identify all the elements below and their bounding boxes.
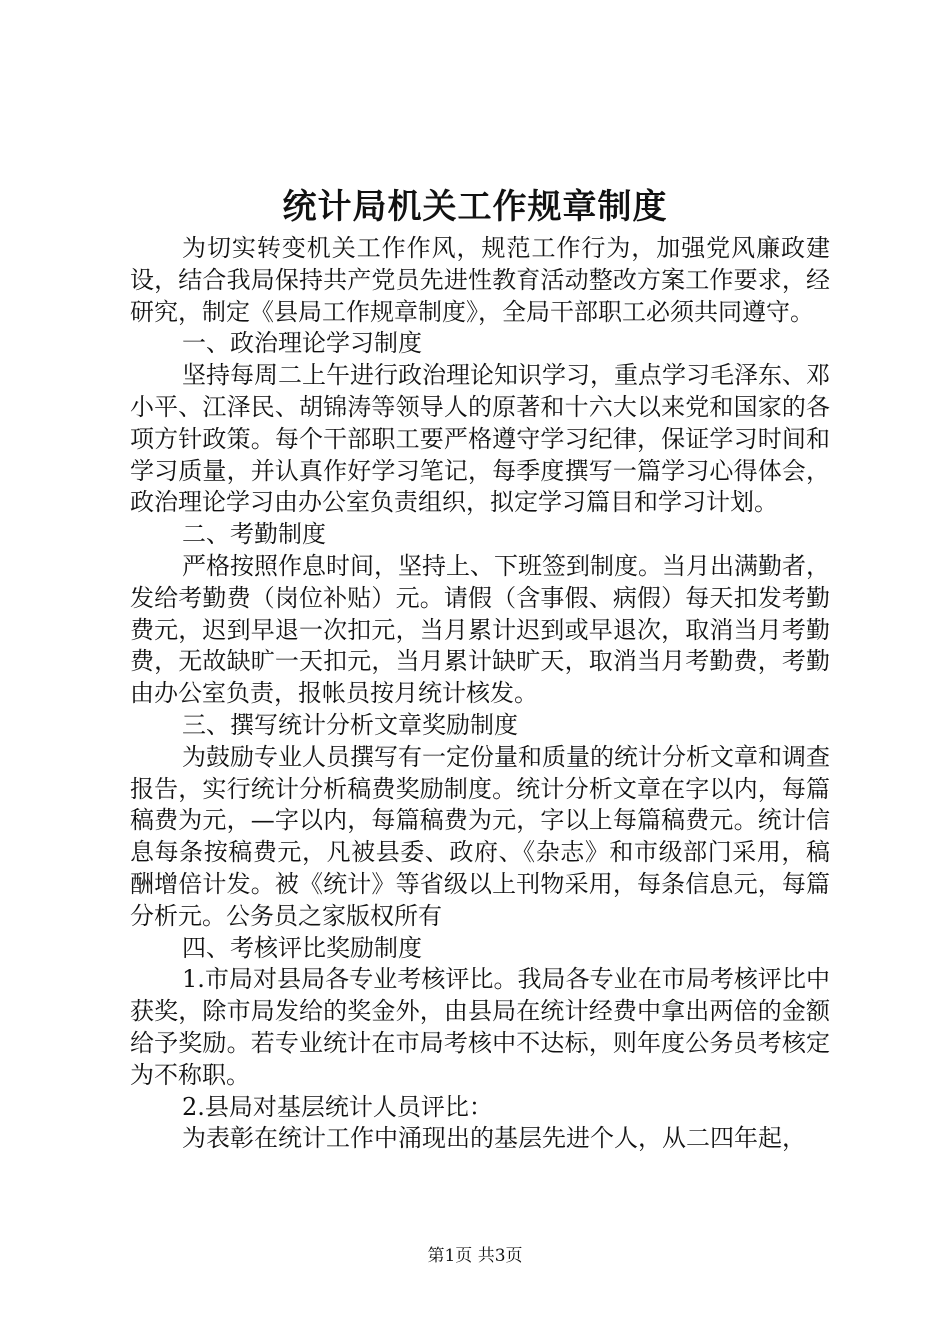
section-heading-2: 二、考勤制度: [182, 520, 326, 549]
page-number-footer: 第1页 共3页: [427, 1246, 523, 1266]
paragraph-intro: 为切实转变机关工作作风，规范工作行为，加强党风廉政建设，结合我局保持共产党员先进性教育活动整改方案工作要求，经研究，制定《县局工作规章制度》，全局干部职工必须共同遵守。: [130, 234, 830, 326]
paragraph-county-evaluation-title: 2.县局对基层统计人员评比：: [182, 1092, 493, 1121]
paragraph-attendance: 严格按照作息时间，坚持上、下班签到制度。当月出满勤者，发给考勤费（岗位补贴）元。请假（含事假、病假）每天扣发考勤费元，迟到早退一次扣元，当月累计迟到或早退次，取消当月考勤费，无故缺旷一天扣元，当月累计缺旷天，取消当月考勤费，考勤由办公室负责，报帐员按月统计核发。: [130, 551, 830, 708]
section-heading-3: 三、撰写统计分析文章奖励制度: [182, 710, 518, 739]
section-heading-1: 一、政治理论学习制度: [182, 329, 422, 358]
document-body: [130, 233, 830, 1155]
paragraph-article-reward: 为鼓励专业人员撰写有一定份量和质量的统计分析文章和调查报告，实行统计分析稿费奖励制度。统计分析文章在字以内，每篇稿费为元，—字以内，每篇稿费为元，字以上每篇稿费元。统计信息每条按稿费元，凡被县委、政府、《杂志》和市级部门采用，稿酬增倍计发。被《统计》等省级以上刊物采用，每条信息元，每篇分析元。公务员之家版权所有: [130, 742, 830, 930]
section-heading-4: 四、考核评比奖励制度: [182, 933, 422, 962]
paragraph-county-evaluation: 为表彰在统计工作中涌现出的基层先进个人，从二四年起，: [182, 1124, 806, 1153]
paragraph-city-evaluation: 1.市局对县局各专业考核评比。我局各专业在市局考核评比中获奖，除市局发给的奖金外，由县局在统计经费中拿出两倍的金额给予奖励。若专业统计在市局考核中不达标，则年度公务员考核定为不称职。: [130, 965, 830, 1089]
paragraph-political-study: 坚持每周二上午进行政治理论知识学习，重点学习毛泽东、邓小平、江泽民、胡锦涛等领导人的原著和十六大以来党和国家的各项方针政策。每个干部职工要严格遵守学习纪律，保证学习时间和学习质量，并认真作好学习笔记，每季度撰写一篇学习心得体会，政治理论学习由办公室负责组织，拟定学习篇目和学习计划。: [130, 361, 830, 517]
document-title: 统计局机关工作规章制度: [282, 187, 668, 227]
